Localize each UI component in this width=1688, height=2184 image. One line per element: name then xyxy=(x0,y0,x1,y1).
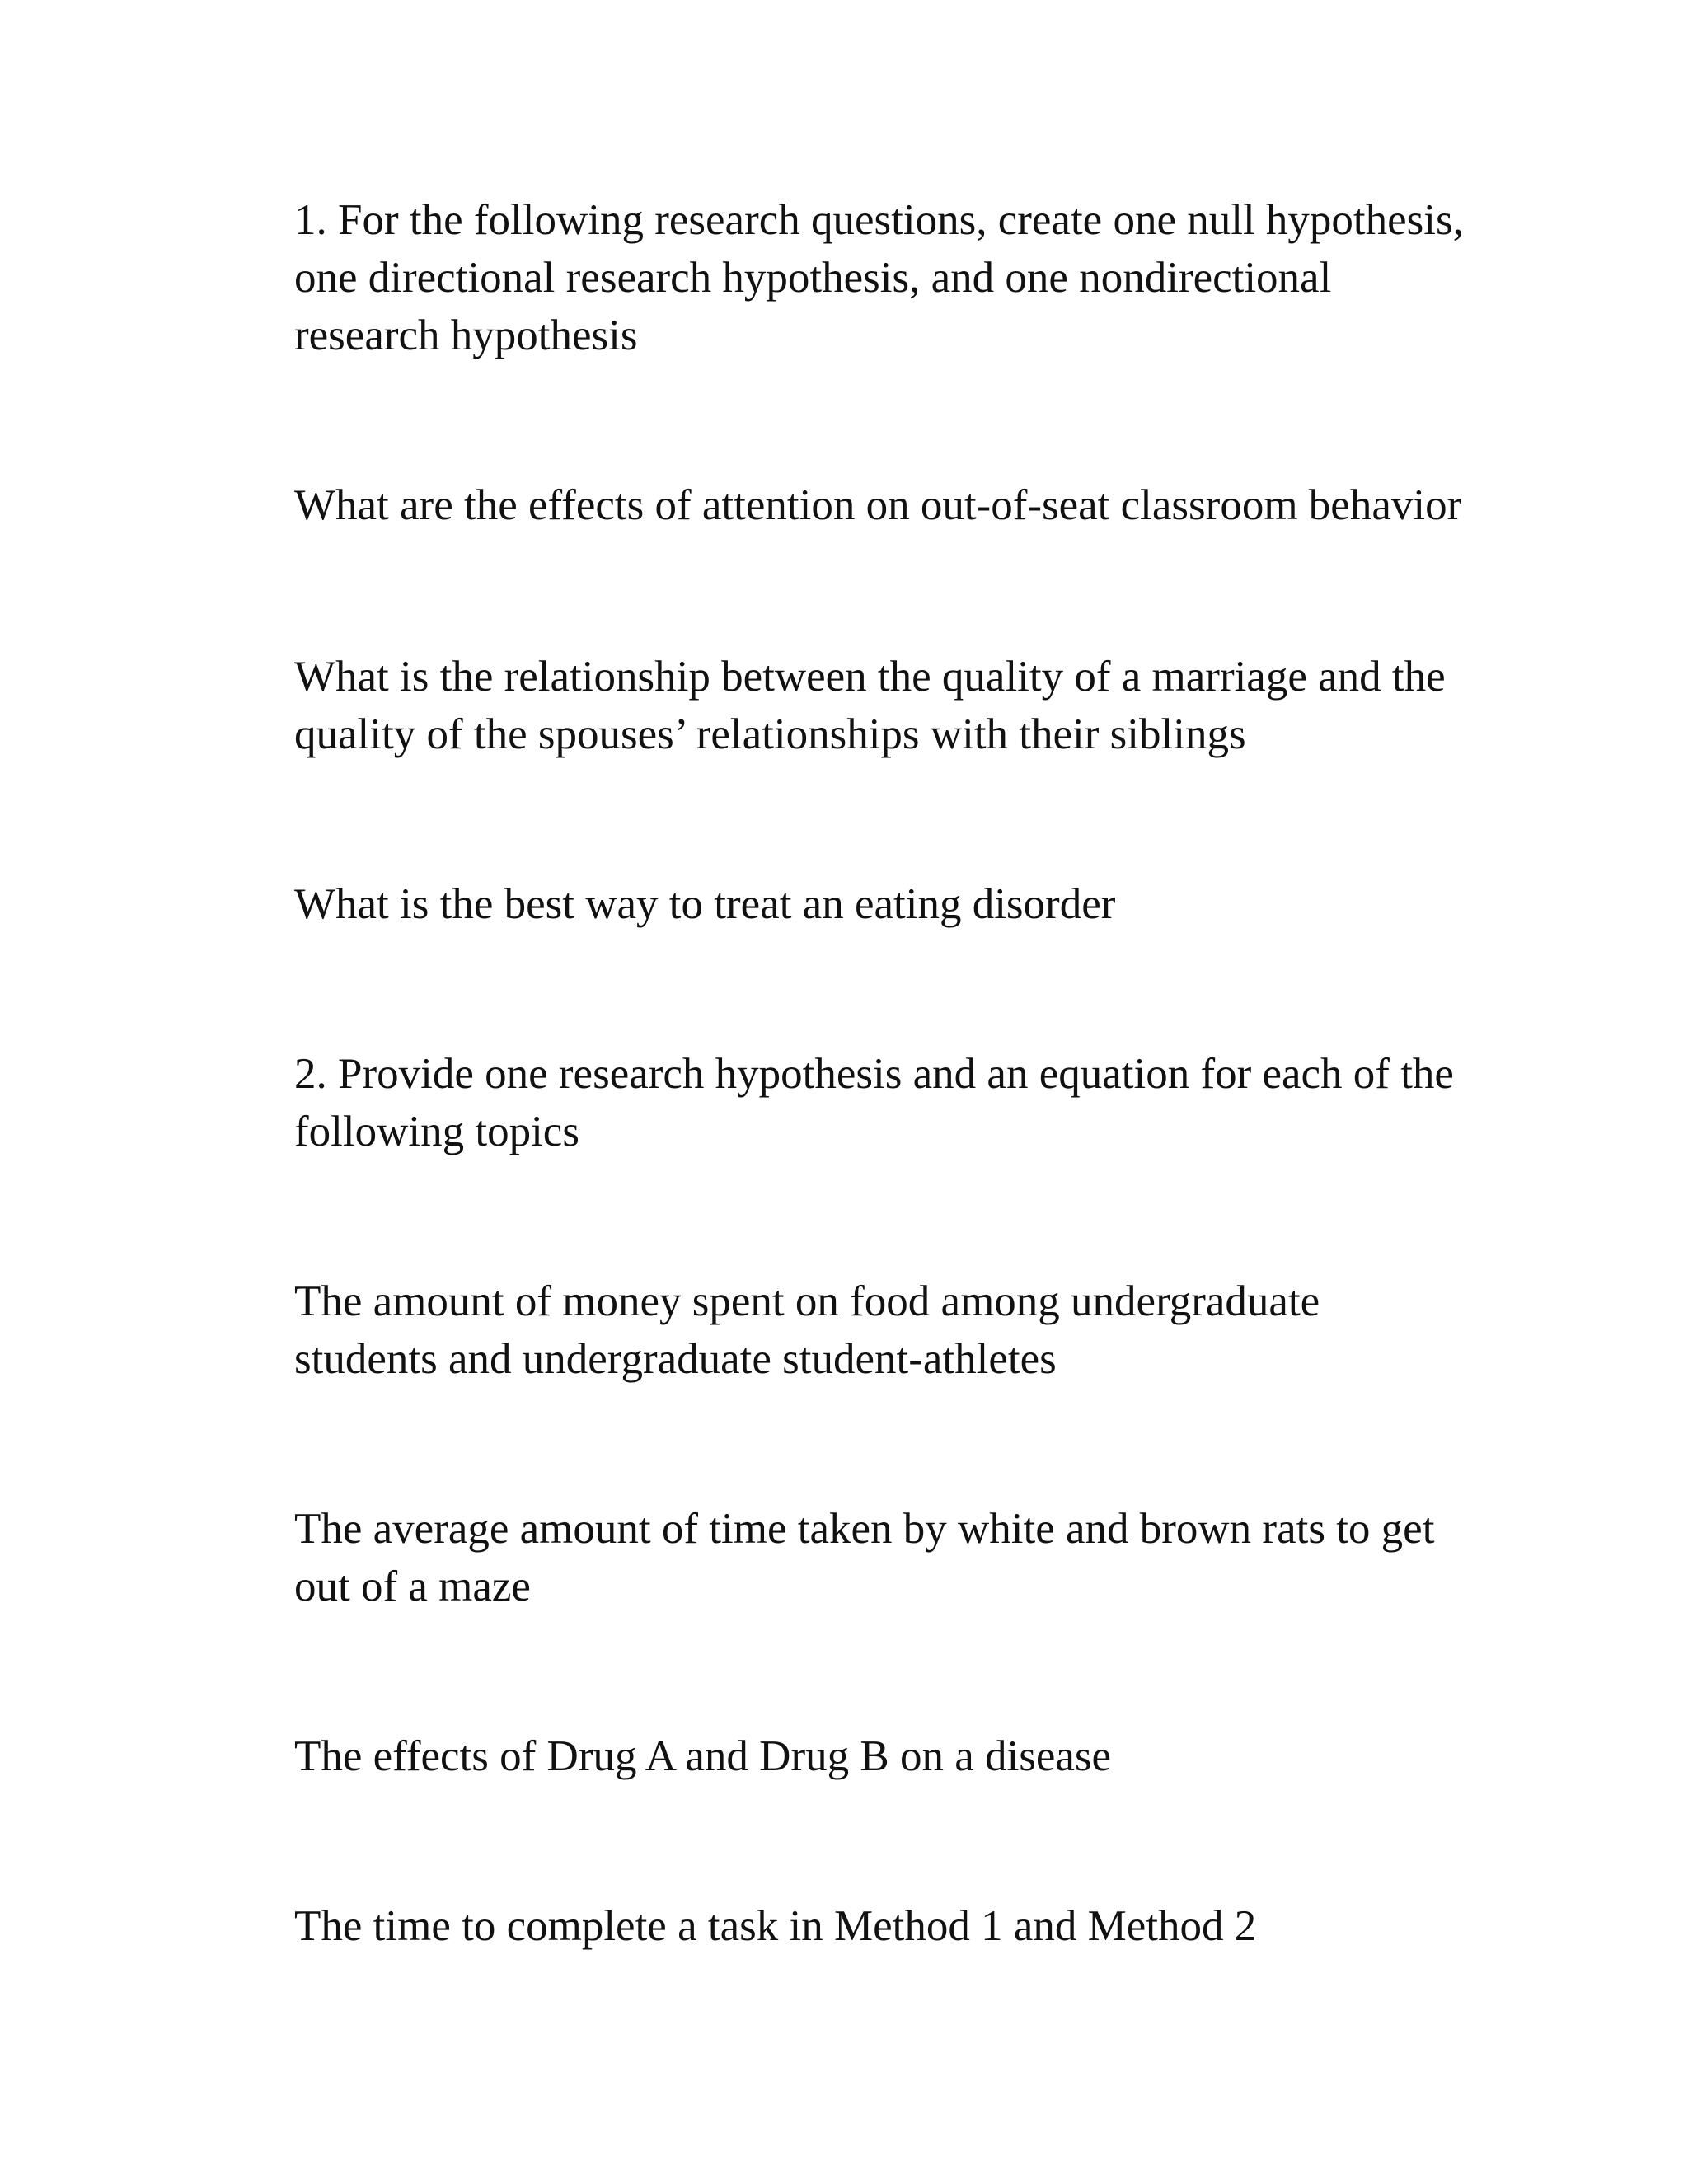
text-line: students and undergraduate student-athletes xyxy=(294,1335,1057,1383)
text-line: What are the effects of attention on out-of-seat classroom behavior xyxy=(294,481,1462,529)
question-2-prompt xyxy=(294,1045,1498,1160)
text-line: 2. Provide one research hypothesis and an equation for each of the xyxy=(294,1050,1454,1098)
topic-4 xyxy=(294,1897,1498,1955)
text-line: 1. For the following research questions, create one null hypothesis, xyxy=(294,196,1464,244)
text-line: The amount of money spent on food among undergraduate xyxy=(294,1277,1320,1325)
text-line: quality of the spouses’ relationships with their siblings xyxy=(294,710,1246,758)
research-question-1 xyxy=(294,476,1498,534)
text-line: The effects of Drug A and Drug B on a disease xyxy=(294,1732,1112,1780)
text-line: research hypothesis xyxy=(294,312,638,359)
topic-1 xyxy=(294,1272,1498,1388)
text-line: What is the relationship between the quality of a marriage and the xyxy=(294,653,1446,701)
research-question-3 xyxy=(294,875,1498,933)
topic-3 xyxy=(294,1727,1498,1785)
text-line: The time to complete a task in Method 1 and Method 2 xyxy=(294,1902,1257,1950)
research-question-2 xyxy=(294,648,1498,763)
text-line: one directional research hypothesis, and one nondirectional xyxy=(294,254,1332,302)
topic-2 xyxy=(294,1500,1498,1615)
text-line: out of a maze xyxy=(294,1563,531,1610)
text-line: What is the best way to treat an eating disorder xyxy=(294,880,1116,928)
text-line: The average amount of time taken by white and brown rats to get xyxy=(294,1505,1435,1553)
text-line: following topics xyxy=(294,1108,579,1155)
question-1-prompt xyxy=(294,191,1498,364)
